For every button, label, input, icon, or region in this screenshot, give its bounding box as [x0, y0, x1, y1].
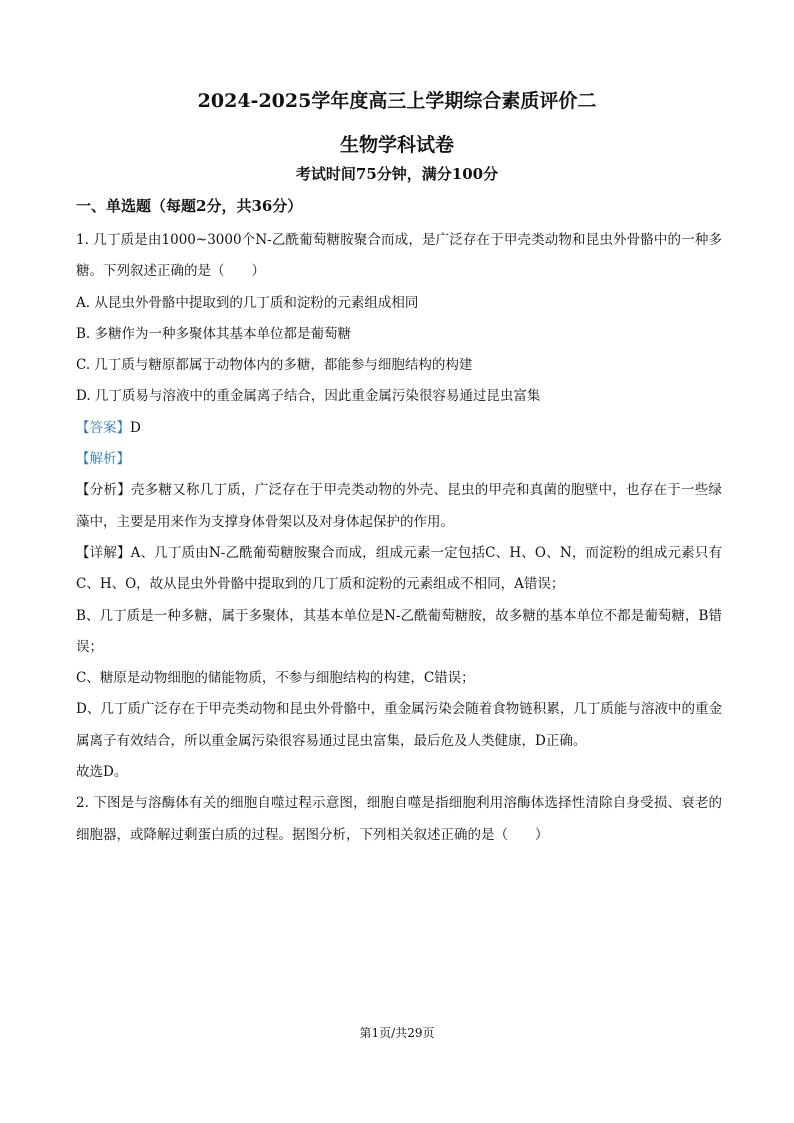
conclusion: 故选D。 — [76, 764, 128, 781]
fenxi-paragraph — [76, 475, 722, 538]
analysis-line — [76, 444, 722, 475]
question-1-option-b: B. 多糖作为一种多聚体其基本单位都是葡萄糖 — [76, 325, 352, 342]
page-number: 第1页/共29页 — [359, 1026, 435, 1040]
question-1-option-c: C. 几丁质与糖原都属于动物体内的多糖，都能参与细胞结构的构建 — [76, 357, 473, 374]
xiangjie-text-a: A、几丁质由N-乙酰葡萄糖胺聚合而成，组成元素一定包括C、H、O、N，而淀粉的组成元素只有C、H、O，故从昆虫外骨骼中提取到的几丁质和淀粉的元素组成不相同，A错误； — [76, 544, 722, 593]
xiangjie-paragraph-d: D、几丁质广泛存在于甲壳类动物和昆虫外骨骼中，重金属污染会随着食物链积累，几丁质能与溶液中的重金属离子有效结合，所以重金属污染很容易通过昆虫富集，最后危及人类健康，D正确。 — [76, 701, 722, 749]
answer-tag: 【答案】 — [76, 419, 130, 436]
fenxi-text: 壳多糖又称几丁质，广泛存在于甲壳类动物的外壳、昆虫的甲壳和真菌的胞壁中，也存在于一些绿藻中，主要是用来作为支撑身体骨架以及对身体起保护的作用。 — [76, 482, 722, 530]
exam-info: 考试时间75分钟，满分100分 — [295, 165, 499, 183]
subject-title: 生物学科试卷 — [339, 134, 454, 156]
xiangjie-tag: 【详解】 — [76, 544, 131, 561]
question-1-option-a: A. 从昆虫外骨骼中提取到的几丁质和淀粉的元素组成相同 — [76, 294, 419, 311]
fenxi-tag: 【分析】 — [76, 482, 131, 499]
exam-title: 2024-2025学年度高三上学期综合素质评价二 — [197, 90, 597, 112]
xiangjie-paragraph-a — [76, 538, 722, 601]
question-2-stem: 2. 下图是与溶酶体有关的细胞自噬过程示意图，细胞自噬是指细胞利用溶酶体选择性清除自身受损、衰老的细胞器，或降解过剩蛋白质的过程。据图分析，下列相关叙述正确的是（ ） — [76, 795, 722, 843]
answer-value: D — [130, 419, 141, 436]
xiangjie-paragraph-c: C、糖原是动物细胞的储能物质，不参与细胞结构的构建，C错误； — [76, 670, 475, 687]
section-heading: 一、单选题（每题2分，共36分） — [76, 197, 303, 215]
answer-line — [76, 413, 722, 444]
question-content — [76, 225, 722, 851]
question-1-option-d: D. 几丁质易与溶液中的重金属离子结合，因此重金属污染很容易通过昆虫富集 — [76, 388, 541, 405]
xiangjie-paragraph-b: B、几丁质是一种多糖，属于多聚体，其基本单位是N-乙酰葡萄糖胺，故多糖的基本单位不都是葡萄糖，B错误； — [76, 607, 722, 655]
question-1-stem: 1. 几丁质是由1000~3000个N-乙酰葡萄糖胺聚合而成，是广泛存在于甲壳类动物和昆虫外骨骼中的一种多糖。下列叙述正确的是（ ） — [76, 232, 722, 280]
analysis-tag: 【解析】 — [76, 451, 130, 468]
